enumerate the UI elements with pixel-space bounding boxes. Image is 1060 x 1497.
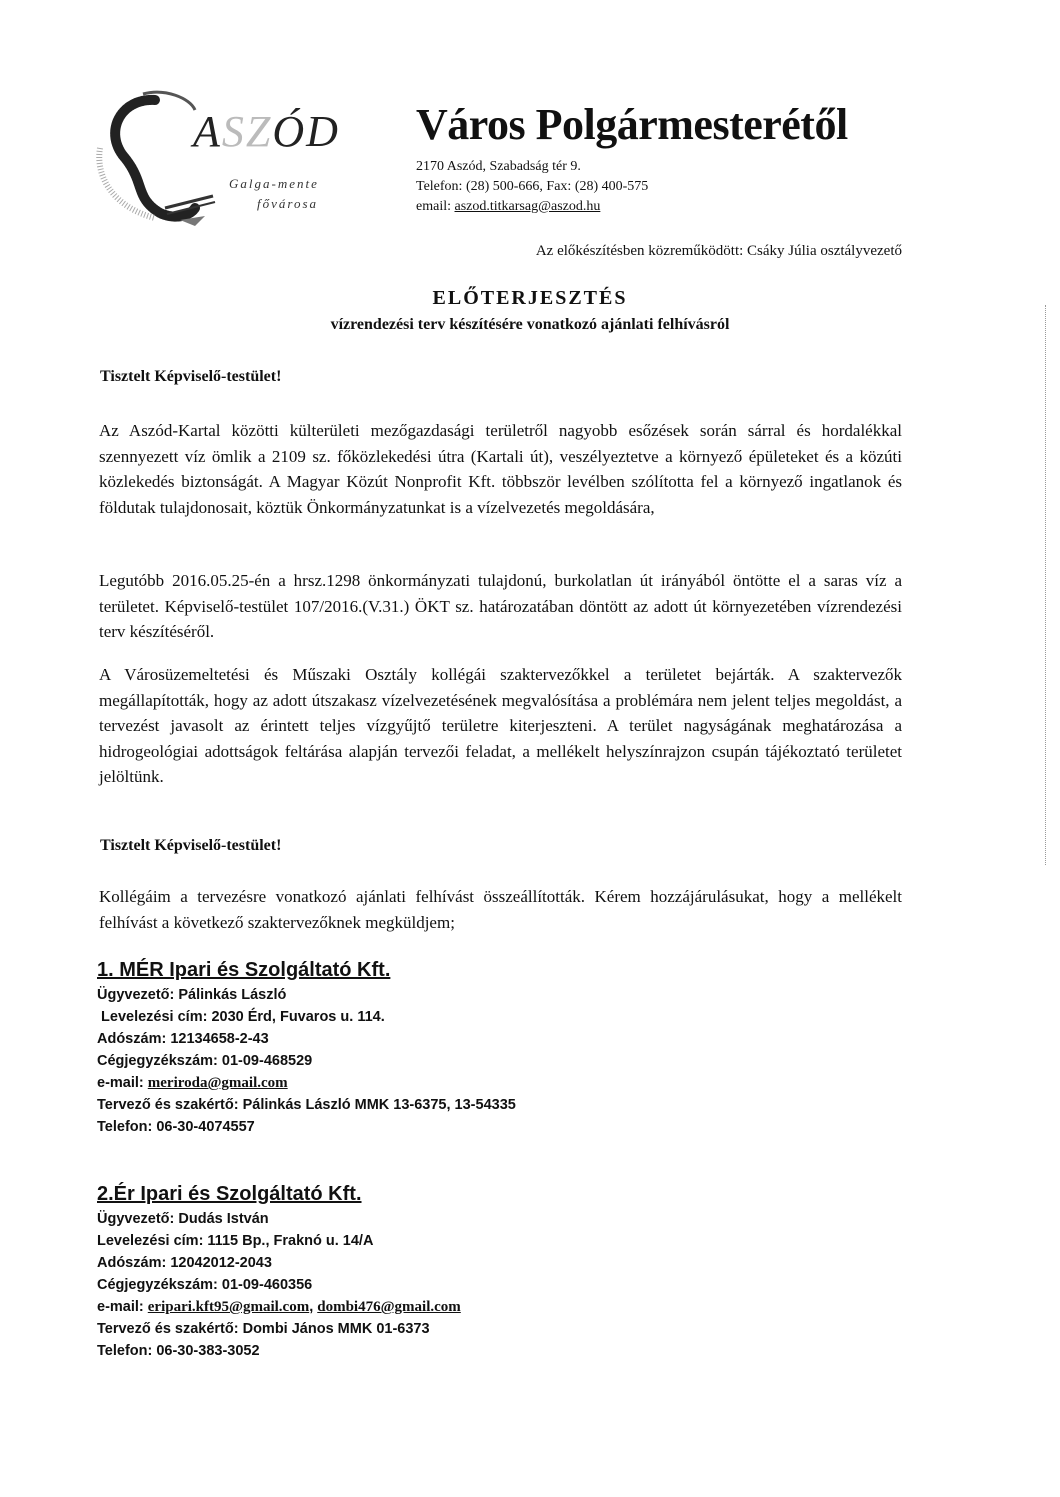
salutation-1: Tisztelt Képviselő-testület! (100, 368, 282, 385)
company-manager: Ügyvezető: Dudás István (97, 1211, 269, 1227)
company-email-link[interactable]: meriroda@gmail.com (147, 1075, 288, 1091)
company-designer: Tervező és szakértő: Dombi János MMK 01-6373 (97, 1321, 430, 1337)
letterhead-address: 2170 Aszód, Szabadság tér 9. (416, 159, 581, 174)
company-designer: Tervező és szakértő: Pálinkás László MMK 13-6375, 13-54335 (97, 1097, 516, 1113)
company-email-row (97, 1072, 516, 1094)
letterhead-email-label: email: (416, 199, 455, 214)
city-logo (95, 88, 365, 228)
paragraph-3: A Városüzemeltetési és Műszaki Osztály kollégái szaktervezőkkel a területet bejárták. A szaktervezők megállapították, hogy az adott útszakasz vízelvezetésének megvalósítása a problémára nem jelent teljes megoldást, a tervezést javasolt az érintett teljes vízgyűjtő területre kiterjeszteni. A terület nagyságának meghatározása a hidrogeológiai adottságok feltárása alapján tervezői feladat, a mellékelt helyszínrajzon csupán tájékoztató területet jelöltünk. (99, 665, 902, 786)
logo-letter-a: A (193, 107, 222, 156)
letterhead-title: Város Polgármesterétől (416, 100, 848, 149)
company-address: Levelezési cím: 2030 Érd, Fuvaros u. 114. (97, 1009, 385, 1025)
paragraph-4: Kollégáim a tervezésre vonatkozó ajánlati felhívást összeállították. Kérem hozzájárulásukat, hogy a mellékelt felhívást a következő szaktervezőknek megküldjem; (99, 887, 902, 932)
company-email-label: e-mail: (97, 1075, 148, 1091)
company-email-link-2[interactable]: dombi476@gmail.com (317, 1299, 461, 1315)
company-block (97, 1180, 461, 1362)
email-separator: , (309, 1299, 318, 1315)
letterhead-email-link[interactable]: aszod.titkarsag@aszod.hu (454, 199, 601, 214)
company-name: 1. MÉR Ipari és Szolgáltató Kft. (97, 959, 391, 981)
company-phone: Telefon: 06-30-4074557 (97, 1119, 255, 1135)
company-name: 2.Ér Ipari és Szolgáltató Kft. (97, 1183, 362, 1205)
company-block (97, 956, 516, 1138)
logo-tagline-1: Galga-mente (229, 176, 319, 191)
letterhead-email-row (416, 197, 648, 217)
paragraph-2: Legutóbb 2016.05.25-én a hrsz.1298 önkormányzati tulajdonú, burkolatlan út irányából öntötte el a saras víz a területet. Képviselő-testület 107/2016.(V.31.) ÖKT sz. határozatában döntött az adott út környezetében vízrendezési terv készítéséről. (99, 571, 902, 641)
company-email-label: e-mail: (97, 1299, 148, 1315)
letterhead-contact (416, 157, 648, 217)
company-tax-number: Adószám: 12134658-2-43 (97, 1031, 269, 1047)
logo-wordmark (193, 106, 340, 157)
logo-letters-od: ÓD (272, 107, 340, 156)
company-registry-number: Cégjegyzékszám: 01-09-460356 (97, 1277, 313, 1293)
salutation-2: Tisztelt Képviselő-testület! (100, 837, 282, 854)
company-registry-number: Cégjegyzékszám: 01-09-468529 (97, 1053, 313, 1069)
prepared-by-note: Az előkészítésben közreműködött: Csáky Júlia osztályvezető (535, 243, 902, 259)
company-email-row (97, 1296, 461, 1318)
company-tax-number: Adószám: 12042012-2043 (97, 1255, 272, 1271)
logo-letters-sz: SZ (221, 107, 273, 156)
document-title: ELŐTERJESZTÉS (432, 287, 628, 309)
company-manager: Ügyvezető: Pálinkás László (97, 987, 287, 1003)
paragraph-1: Az Aszód-Kartal közötti külterületi mezőgazdasági területről nagyobb esőzések során sárral és hordalékkal szennyezett víz ömlik a 2109 sz. főközlekedési útra (Kartali út), veszélyeztetve a környező épületeket és a közúti közlekedés biztonságát. A Magyar Közút Nonprofit Kft. többször levélben szólította fel a környező ingatlanok és földutak tulajdonosait, köztük Önkormányzatunkat is a vízelvezetés megoldására, (99, 421, 902, 517)
company-email-link-1[interactable]: eripari.kft95@gmail.com (147, 1299, 310, 1315)
scan-edge-artifact (1045, 305, 1047, 865)
company-address: Levelezési cím: 1115 Bp., Fraknó u. 14/A (97, 1233, 374, 1249)
letterhead-phone: Telefon: (28) 500-666, Fax: (28) 400-575 (416, 179, 649, 194)
company-phone: Telefon: 06-30-383-3052 (97, 1343, 260, 1359)
logo-tagline-2: fővárosa (257, 196, 319, 211)
document-subtitle: vízrendezési terv készítésére vonatkozó ajánlati felhívásról (330, 316, 730, 333)
